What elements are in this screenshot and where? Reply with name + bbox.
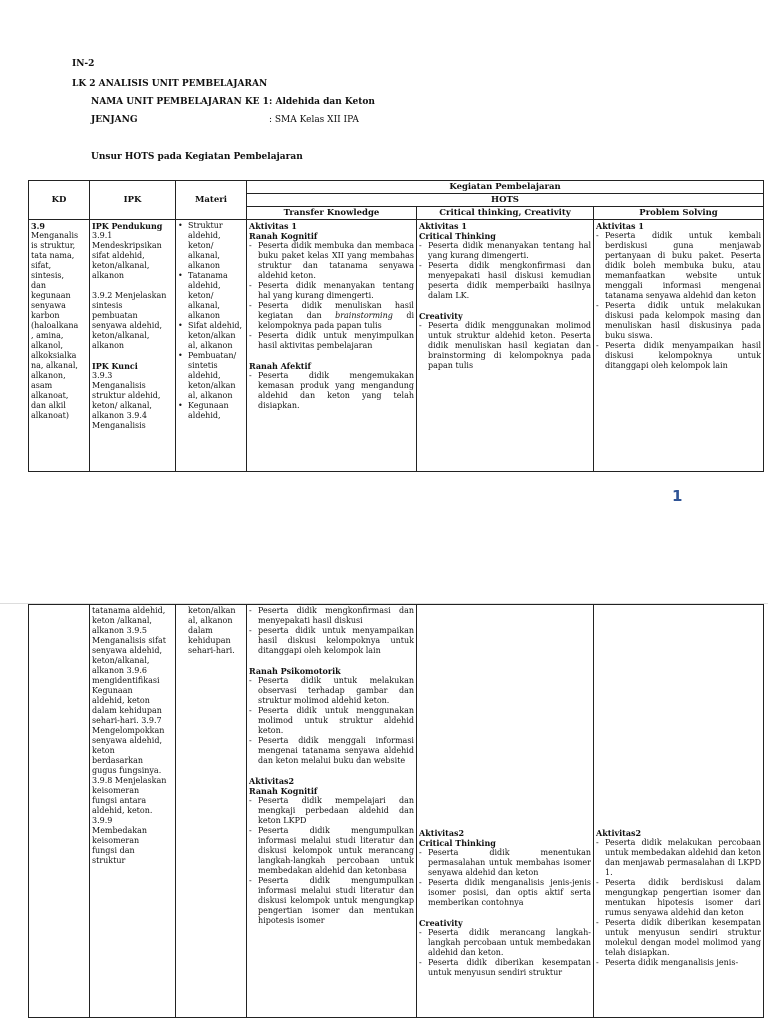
text-line: dan xyxy=(31,281,47,290)
text-line: keton xyxy=(92,746,115,755)
text-line: sintesis, xyxy=(31,271,65,280)
domain-title: Ranah Kognitif xyxy=(249,786,318,796)
critical-cell xyxy=(417,605,594,1018)
list-item: - Peserta didik diberikan kesempatan untuk menyusun sendiri struktur molekul dengan model molimod yang telah disiapkan. xyxy=(596,918,761,958)
text-line: fungsi antara xyxy=(92,796,147,805)
text-line: sehari-hari. xyxy=(188,646,235,655)
text-line: 3.9.2 Menjelaskan xyxy=(92,291,167,300)
text-line: 3.9.8 Menjelaskan xyxy=(92,776,167,785)
list-item: - Peserta didik menggunakan molimod untuk struktur aldehid keton. Peserta didik menuliskan hasil kegiatan dan brainstorming di kelompoknya pada papan tulis xyxy=(419,321,591,371)
list-item: • Kegunaan aldehid, xyxy=(178,401,244,421)
activity-title: Aktivitas 1 xyxy=(596,221,644,231)
ipk-cell xyxy=(90,220,176,472)
header-transfer: Transfer Knowledge xyxy=(247,207,417,220)
text-line: IPK Pendukung xyxy=(92,221,163,231)
text-line: alkanon 3.9.5 xyxy=(92,626,147,635)
list-item: - Peserta didik untuk melakukan observasi terhadap gambar dan struktur molimod aldehid keton. xyxy=(249,676,414,706)
text-line: is struktur, xyxy=(31,241,76,250)
activity-title: Aktivitas2 xyxy=(596,828,642,838)
activity-list xyxy=(249,371,414,411)
list-item: - Peserta didik mengkonfirmasi dan menyepakati hasil diskusi xyxy=(249,606,414,626)
text-line: Menganalisis xyxy=(92,421,146,430)
activity-list xyxy=(419,928,591,978)
list-item: - Peserta didik mempelajari dan mengkaji perbedaan aldehid dan keton LKPD xyxy=(249,796,414,826)
transfer-cell xyxy=(247,605,417,1018)
list-item: - Peserta didik untuk melakukan diskusi pada kelompok masing dan menuliskan hasil diskusinya pada buku siswa. xyxy=(596,301,761,341)
text-line: sehari-hari. 3.9.7 xyxy=(92,716,162,725)
list-item: - Peserta didik berdiskusi dalam mengungkap pengertian isomer dan mentukan hipotesis isomer dari rumus senyawa aldehid dan keton xyxy=(596,878,761,918)
text-line: keton/alkanal, xyxy=(92,331,150,340)
text-line: Mengelompokkan xyxy=(92,726,165,735)
text-line: alkoksialka xyxy=(31,351,77,360)
text-line: aldehid, keton xyxy=(92,696,150,705)
activity-list xyxy=(596,231,761,371)
list-item: - Peserta didik untuk menggunakan molimod untuk struktur aldehid keton. xyxy=(249,706,414,736)
ipk-text xyxy=(92,221,173,431)
text-line: dalam xyxy=(188,626,213,635)
doc-title: LK 2 ANALISIS UNIT PEMBELAJARAN xyxy=(72,79,268,89)
ipk-cell xyxy=(90,605,176,1018)
kd-text xyxy=(31,221,87,421)
list-item: - Peserta didik menanyakan tentang hal yang kurang dimengerti. xyxy=(419,241,591,261)
domain-title: Creativity xyxy=(419,918,463,928)
text-line: alkanon, xyxy=(31,371,66,380)
level-label: JENJANG xyxy=(91,115,138,125)
unit-value: : Aldehida dan Keton xyxy=(269,97,375,107)
text-line: , amina, xyxy=(31,331,64,340)
text-line: sifat aldehid, xyxy=(92,251,145,260)
text-line: keton/alkanal, xyxy=(92,261,150,270)
transfer-cell xyxy=(247,220,417,472)
header-kegiatan: Kegiatan Pembelajaran xyxy=(247,181,764,194)
domain-title: Ranah Kognitif xyxy=(249,231,318,241)
text-line: dan alkil xyxy=(31,401,66,410)
list-item: - Peserta didik untuk kembali berdiskusi guna menjawab pertanyaan di buku paket. Peserta didik boleh membuka buku, atau memanfaatkan website untuk menggali informasi mengenai tatanama senyawa aldehid dan keton xyxy=(596,231,761,301)
list-item: - Peserta didik diberikan kesempatan untuk menyusun sendiri struktur xyxy=(419,958,591,978)
text-line: mengidentifikasi xyxy=(92,676,160,685)
header-kd: KD xyxy=(29,181,90,220)
activity-title: Aktivitas2 xyxy=(249,776,295,786)
text-line: karbon xyxy=(31,311,60,320)
list-item: - Peserta didik menanyakan tentang hal yang kurang dimengerti. xyxy=(249,281,414,301)
kd-cell xyxy=(29,220,90,472)
text-line: 3.9.9 xyxy=(92,816,113,825)
hots-table-page-1 xyxy=(28,180,764,472)
text-line: keton/ alkanal, xyxy=(92,401,152,410)
list-item: - Peserta didik mengumpulkan informasi melalui studi literatur dan diskusi kelompok untuk merancang langkah-langkah percobaan untuk membedakan aldehid dan ketonbasa xyxy=(249,826,414,876)
text-line: tatanama aldehid, xyxy=(92,606,166,615)
domain-title: Critical Thinking xyxy=(419,231,496,241)
text-line: keisomeran xyxy=(92,836,140,845)
level-value: : SMA Kelas XII IPA xyxy=(269,115,359,125)
text-line: Kegunaan xyxy=(92,686,133,695)
list-item: • Struktur aldehid, keton/ alkanal, alkanon xyxy=(178,221,244,271)
document-page-2 xyxy=(0,603,768,1025)
critical-cell xyxy=(417,220,594,472)
kd-cell xyxy=(29,605,90,1018)
text-line: alkanon xyxy=(92,271,125,280)
text-line: alkanon 3.9.4 xyxy=(92,411,147,420)
text-line: senyawa aldehid, xyxy=(92,646,162,655)
list-item: - Peserta didik menganalisis jenis- xyxy=(596,958,761,968)
text-line: al, alkanon xyxy=(188,616,233,625)
text-line: senyawa aldehid, xyxy=(92,736,162,745)
text-line: keton /alkanal, xyxy=(92,616,152,625)
materi-list xyxy=(178,221,244,421)
list-item: - Peserta didik menggali informasi mengenai tatanama senyawa aldehid dan keton melalui buku dan website xyxy=(249,736,414,766)
list-item: - Peserta didik menganalisis jenis-jenis isomer posisi, dan optis aktif serta memberikan contohnya xyxy=(419,878,591,908)
list-item: • Tatanama aldehid, keton/ alkanal, alkanon xyxy=(178,271,244,321)
list-item: - Peserta didik melakukan percobaan untuk membedakan aldehid dan keton dan menjawab permasalahan di LKPD 1. xyxy=(596,838,761,878)
header-materi: Materi xyxy=(176,181,247,220)
materi-cell xyxy=(176,605,247,1018)
text-line: na, alkanal, xyxy=(31,361,78,370)
text-line: alkanon xyxy=(92,341,125,350)
text-line: gugus fungsinya. xyxy=(92,766,162,775)
text-line: 3.9 xyxy=(31,221,45,231)
list-item: - Peserta didik membuka dan membaca buku paket kelas XII yang membahas struktur dan tatanama senyawa aldehid keton. xyxy=(249,241,414,281)
header-problem: Problem Solving xyxy=(594,207,764,220)
text-line xyxy=(92,281,173,291)
hots-table-page-2 xyxy=(28,604,764,1018)
list-item: • Sifat aldehid, keton/alkan al, alkanon xyxy=(178,321,244,351)
text-line: dalam kehidupan xyxy=(92,706,162,715)
text-line: pembuatan xyxy=(92,311,138,320)
text-line: keisomeran xyxy=(92,786,140,795)
domain-title: Creativity xyxy=(419,311,463,321)
text-line: struktur xyxy=(92,856,126,865)
text-line: Mendeskripsikan xyxy=(92,241,162,250)
list-item: - Peserta didik menuliskan hasil kegiatan dan brainstorming di kelompoknya pada papan tulis xyxy=(249,301,414,331)
problem-cell xyxy=(594,220,764,472)
list-item: - peserta didik untuk menyampaikan hasil diskusi kelompoknya untuk ditanggapi oleh kelompok lain xyxy=(249,626,414,656)
header-hots: HOTS xyxy=(247,194,764,207)
text-line: kehidupan xyxy=(188,636,231,645)
text-line: Menganalisis xyxy=(92,381,146,390)
activity-list xyxy=(419,848,591,908)
doc-code: IN-2 xyxy=(72,59,95,69)
text-line: tata nama, xyxy=(31,251,75,260)
text-line: alkanoat, xyxy=(31,391,69,400)
domain-title: Ranah Psikomotorik xyxy=(249,666,341,676)
list-item: - Peserta didik menyampaikan hasil diskusi kelompoknya untuk ditanggapi oleh kelompok lain xyxy=(596,341,761,371)
text-line: senyawa xyxy=(31,301,66,310)
activity-list xyxy=(419,241,591,301)
text-line: struktur aldehid, xyxy=(92,391,161,400)
text-line: sifat, xyxy=(31,261,52,270)
text-line: keton/alkan xyxy=(188,606,236,615)
text-line: fungsi dan xyxy=(92,846,135,855)
list-item: • Pembuatan/ sintetis aldehid, keton/alkan al, alkanon xyxy=(178,351,244,401)
activity-list xyxy=(419,321,591,371)
text-line xyxy=(92,351,173,361)
text-line: Menganalis xyxy=(31,231,79,240)
text-line: senyawa aldehid, xyxy=(92,321,162,330)
activity-list xyxy=(596,838,761,968)
materi-text xyxy=(178,606,244,656)
list-item: - Peserta didik menentukan permasalahan untuk membahas isomer senyawa aldehid dan keton xyxy=(419,848,591,878)
text-line: Menganalisis sifat xyxy=(92,636,166,645)
materi-cell xyxy=(176,220,247,472)
text-line: asam xyxy=(31,381,53,390)
text-line: alkanol, xyxy=(31,341,64,350)
section-title: Unsur HOTS pada Kegiatan Pembelajaran xyxy=(91,152,303,162)
text-line: IPK Kunci xyxy=(92,361,138,371)
list-item: - Peserta didik mengemukakan kemasan produk yang mengandung aldehid dan keton yang telah disiapkan. xyxy=(249,371,414,411)
list-item: - Peserta didik untuk menyimpulkan hasil aktivitas pembelajaran xyxy=(249,331,414,351)
text-line: alkanoat) xyxy=(31,411,70,420)
text-line: (haloalkana xyxy=(31,321,79,330)
text-line: sintesis xyxy=(92,301,123,310)
list-item: - Peserta didik merancang langkah-langkah percobaan untuk membedakan aldehid dan keton. xyxy=(419,928,591,958)
text-line: kegunaan xyxy=(31,291,71,300)
ipk-text xyxy=(92,606,173,866)
domain-title: Critical Thinking xyxy=(419,838,496,848)
text-line: aldehid, keton. xyxy=(92,806,153,815)
text-line: keton/alkanal, xyxy=(92,656,150,665)
text-line: 3.9.3 xyxy=(92,371,113,380)
activity-title: Aktivitas2 xyxy=(419,828,465,838)
unit-label: NAMA UNIT PEMBELAJARAN KE 1 xyxy=(91,97,269,107)
activity-list xyxy=(249,606,414,656)
activity-title: Aktivitas 1 xyxy=(419,221,467,231)
domain-title: Ranah Afektif xyxy=(249,361,311,371)
text-line: Membedakan xyxy=(92,826,148,835)
activity-list xyxy=(249,796,414,926)
list-item: - Peserta didik mengumpulkan informasi melalui studi literatur dan diskusi kelompok untuk mengungkap pengertian isomer dan mentukan hipotesis isomer xyxy=(249,876,414,926)
text-line: berdasarkan xyxy=(92,756,144,765)
header-critical: Critical thinking, Creativity xyxy=(417,207,594,220)
text-line: alkanon 3.9.6 xyxy=(92,666,147,675)
activity-list xyxy=(249,676,414,766)
text-line: 3.9.1 xyxy=(92,231,113,240)
page-number: 1 xyxy=(672,487,683,505)
activity-list xyxy=(249,241,414,351)
list-item: - Peserta didik mengkonfirmasi dan menyepakati hasil diskusi kemudian peserta didik memperbaiki hasilnya dalam LK. xyxy=(419,261,591,301)
activity-title: Aktivitas 1 xyxy=(249,221,297,231)
problem-cell xyxy=(594,605,764,1018)
header-ipk: IPK xyxy=(90,181,176,220)
